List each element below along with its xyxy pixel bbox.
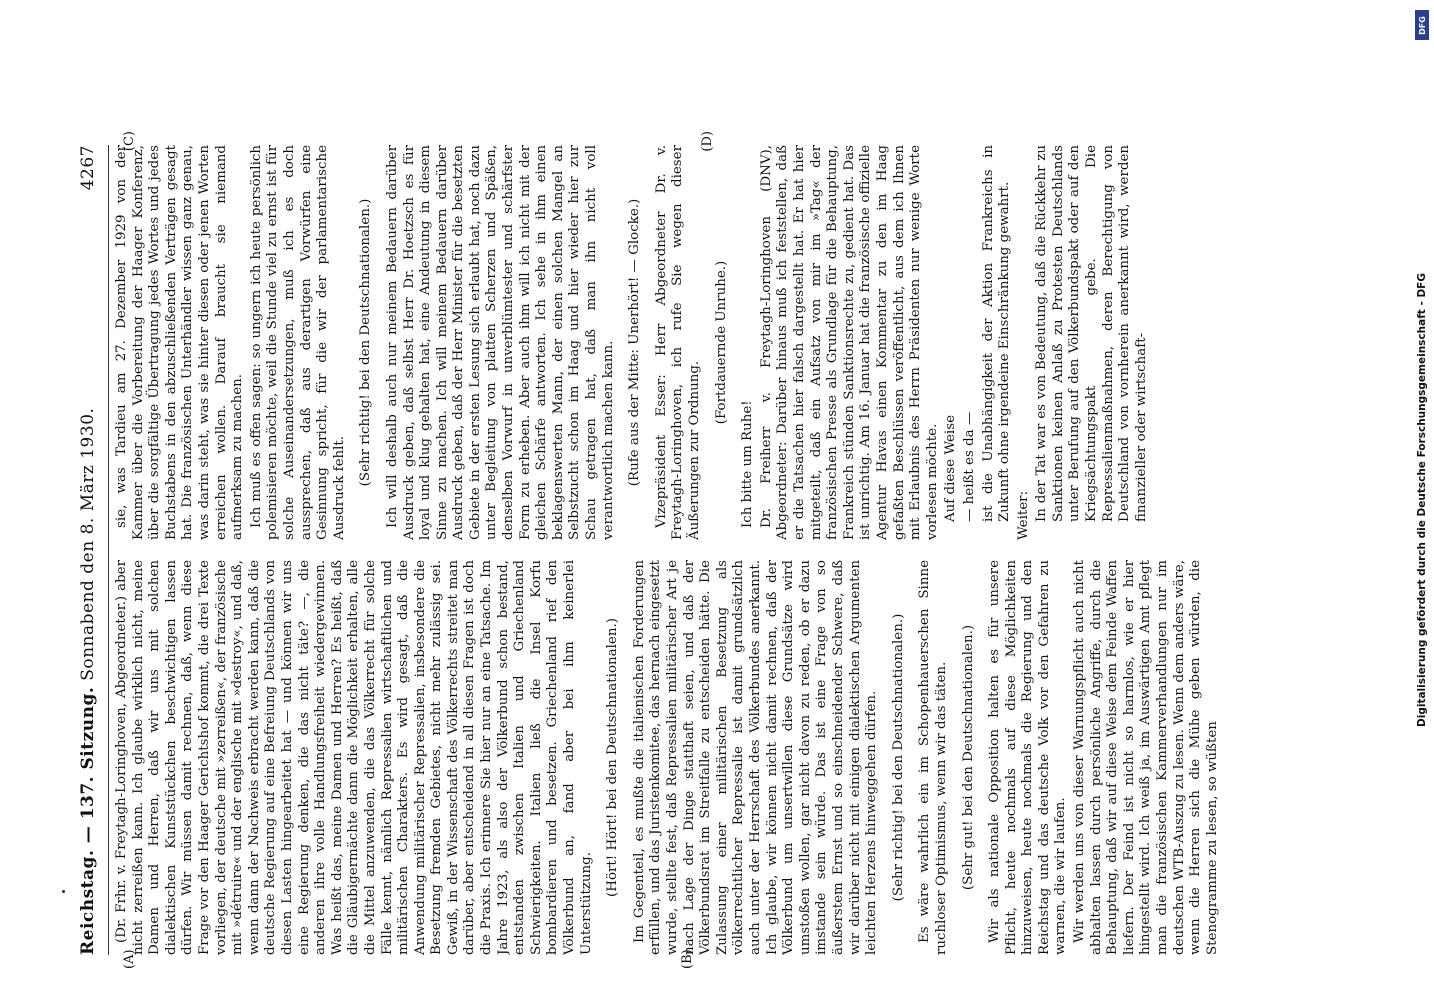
paragraph: — heißt es da — [961, 411, 977, 522]
header-prefix: Reichstag. — 137. Sitzung. [78, 686, 98, 955]
margin-marker-a: (A) [122, 949, 137, 969]
interjection: (Sehr richtig! bei den Deutschnationalen.) [890, 613, 906, 902]
paragraph: Ich muß es offen sagen: so ungern ich heute persönlich polemisieren möchte, weil die Stunde viel zu ernst ist für solche Auseinandersetzungen, muß ich es doch aussprechen, daß aus derartigen Vorwürfen eine Gesinnung spricht, für die wir der parlamentarische Ausdruck fehlt. [248, 145, 347, 540]
interjection: (Sehr gut! bei den Deutschnationalen.) [960, 624, 976, 891]
header-title [78, 408, 98, 955]
paragraph: Wir als nationale Opposition halten es für unsere Pflicht, heute nochmals auf diese Möglichkeiten hinzuweisen, heute nochmals die Regierung und den Reichstag und das deutsche Volk vor den Gefahren zu warnen, die wir laufen. [987, 560, 1069, 955]
paragraph: In der Tat war es von Bedeutung, daß die Rückkehr zu Sanktionen keinen Anlaß zu Protesten Deutschlands unter Berufung auf den Völkerbundspakt oder auf den Kriegsächtungspakt gebe. Die Repressalienmaßnahmen, deren Berechtigung von Deutschland von vornherein anerkannt wird, werden finanzieller oder wirtschaft- [1034, 145, 1149, 522]
header-date: Sonnabend den 8. März 1930. [78, 407, 98, 681]
interjection: (Sehr richtig! bei den Deutschnationalen.) [358, 198, 374, 487]
speck [62, 890, 65, 893]
paragraph: ist die Unabhängigkeit der Aktion Frankreichs in Zukunft ohne irgendeine Einschränkung gewahrt. [980, 145, 1013, 522]
paragraph: Auf diese Weise [943, 414, 959, 522]
paragraph: Dr. Freiherr v. Freytagh-Loringhoven (DNV), Abgeordneter: Darüber hinaus muß ich feststellen, daß er die Tatsachen hier falsch dargestellt hat. Er hat hier mitgeteilt, daß ein Aufsatz von mir im »Tag« der französischen Presse als Grundlage für die Behauptung, Frankreich stünden Sanktionsrechte zu, gedient hat. Das ist unrichtig. Am 16. Januar hat die französische offizielle Agentur Havas einen Kommentar zu den im Haag gefaßten Beschlüssen veröffentlicht, aus dem ich Ihnen mit Erlaubnis des Herrn Präsidenten nur wenige Worte vorlesen möchte. [758, 145, 940, 540]
interjection: (Rufe aus der Mitte: Unerhört! — Glocke.) [627, 198, 643, 487]
margin-marker-c: (C) [122, 131, 137, 152]
margin-marker-d: (D) [700, 131, 715, 152]
text-column-right [114, 145, 1380, 540]
text-column-left [114, 560, 1380, 955]
paragraph: Ich will deshalb auch nur meinem Bedauern darüber Ausdruck geben, daß selbst Herr Dr. Hoetzsch es für loyal und klug gehalten hat, eine Andeutung in diesem Sinne zu machen. Ich will meinem Bedauern darüber Ausdruck geben, daß der Herr Minister für die besetzten Gebiete in der ersten Lesung sich erlaubt hat, noch dazu unter Begleitung von platten Scherzen und Späßen, denselben Vorwurf in unverblümtester und schärfster Form zu erheben. Aber auch ihm will ich nicht mit der gleichen Schärfe antworten. Ich sehe in ihm einen beklagenswerten Mann, der einen solchen Mangel an Selbstzucht schon im Haag und hier wieder hier zur Schau getragen hat, daß man ihn nicht voll verantwortlich machen kann. [384, 145, 616, 540]
paragraph: sie, was Tardieu am 27. Dezember 1929 von der Kammer über die Vorbereitung der Haager Konferenz, über die sorgfältige Übertragung jedes Wortes und jedes Buchstabens in den abzuschließenden Verträgen gesagt hat. Die französischen Unterhändler wissen ganz genau, was darin steht, was sie hinter diesen oder jenen Worten erreichen wollen. Darauf braucht sie niemand aufmerksam zu machen. [114, 145, 246, 540]
interjection: (Hört! Hört! bei den Deutschnationalen.) [605, 618, 621, 897]
paragraph: Im Gegenteil, es mußte die italienischen Forderungen erfüllen, und das Juristenkomitee, das hernach eingesetzt wurde, stellte fest, daß Repressalien militärischer Art je nach Lage der Dinge statthaft seien, und daß der Völkerbundsrat im Streitfalle zu entscheiden hätte. Die Zulassung einer militärischen Besetzung als völkerrechtlicher Repressalie ist damit grundsätzlich auch unter der Herrschaft des Völkerbundes anerkannt. Ich glaube, wir können nicht damit rechnen, daß der Völkerbund um unsertwillen diese Grundsätze wird umstoßen wollen, gar nicht davon zu reden, ob er dazu imstande sein würde. Das ist eine Frage von so äußerstem Ernst und so einschneidender Schwere, daß wir darüber nicht mit einigen dialektischen Argumenten leichten Herzens hinweggehen dürfen. [631, 560, 880, 955]
paragraph: (Dr. Frhr. v. Freytagh-Loringhoven, Abgeordneter.) aber nicht zerreißen kann. Ich glaube wirklich nicht, meine Damen und Herren, daß wir uns mit solchen dialektischen Kunststückchen beschwichtigen lassen dürfen. Wir müssen damit rechnen, daß, wenn diese Frage vor den Haager Gerichtshof kommt, die drei Texte vorliegen, der deutsche mit »zerreißen«, der französische mit »détruire« und der englische mit »destroy«, und daß, wenn dann der Nachweis erbracht werden kann, daß die deutsche Regierung auf eine Befreiung Deutschlands von diesen Lasten hingearbeitet hat — und können wir uns eine Regierung denken, die das nicht täte? —, die anderen ihre volle Handlungsfreiheit wiedergewinnen. Was heißt das, meine Damen und Herren? Es heißt, daß die Gläubigermächte dann die Möglichkeit erhalten, alle die Mittel anzuwenden, die das Völkerrecht für solche Fälle kennt, nämlich Repressalien wirtschaftlichen und militärischen Charakters. Es wird gesagt, daß die Anwendung militärischer Repressalien, insbesondere die Besetzung fremden Gebietes, nicht mehr zulässig sei. Gewiß, in der Wissenschaft des Völkerrechts streitet man darüber, aber entscheidend in all diesen Fragen ist doch die Praxis. Ich erinnere Sie hier nur an eine Tatsache. Im Jahre 1923, als also der Völkerbund schon bestand, entstanden zwischen Italien und Griechenland Schwierigkeiten. Italien ließ die Insel Korfu bombardieren und besetzen. Griechenland rief den Völkerbund an, fand aber bei ihm keinerlei Unterstützung. [114, 560, 594, 955]
paragraph: Weiter: [1015, 490, 1031, 540]
paragraph: Ich bitte um Ruhe! [740, 400, 756, 528]
paragraph: Vizepräsident Esser: Herr Abgeordneter Dr. v. Freytagh-Loringhoven, ich rufe Sie wegen dieser Äußerungen zur Ordnung. [653, 145, 702, 540]
paragraph: Es wäre wahrlich ein im Schopenhauerschen Sinne ruchloser Optimismus, wenn wir das täten. [917, 560, 949, 955]
margin-marker-b: (B) [680, 949, 695, 969]
paragraph: Wir werden uns von dieser Warnungspflicht auch nicht abhalten lassen durch persönliche Angriffe, durch die Behauptung, daß wir auf diese Weise dem Feinde Waffen liefern. Der Feind ist nicht so harmlos, wie er hier hingestellt wird. Ich weiß ja, im Auswärtigen Amt pflegt man die französischen Kammerverhandlungen nur im deutschen WTB-Auszug zu lesen. Wenn dem anders wäre, wenn die Herren sich die Mühe geben würden, die Stenogramme zu lesen, so wüßten [1072, 560, 1220, 955]
interjection: (Fortdauernde Unruhe.) [713, 260, 729, 425]
digitization-credit [1411, 0, 1433, 1000]
newspaper-page [60, 131, 1390, 969]
credit-text: Digitalisierung gefördert durch die Deutsche Forschungsgemeinschaft - DFG [1416, 273, 1428, 727]
page-number: 4267 [78, 145, 98, 191]
header-rule [108, 145, 109, 955]
dfg-logo: DFG [1415, 10, 1429, 40]
page-header [78, 145, 108, 955]
